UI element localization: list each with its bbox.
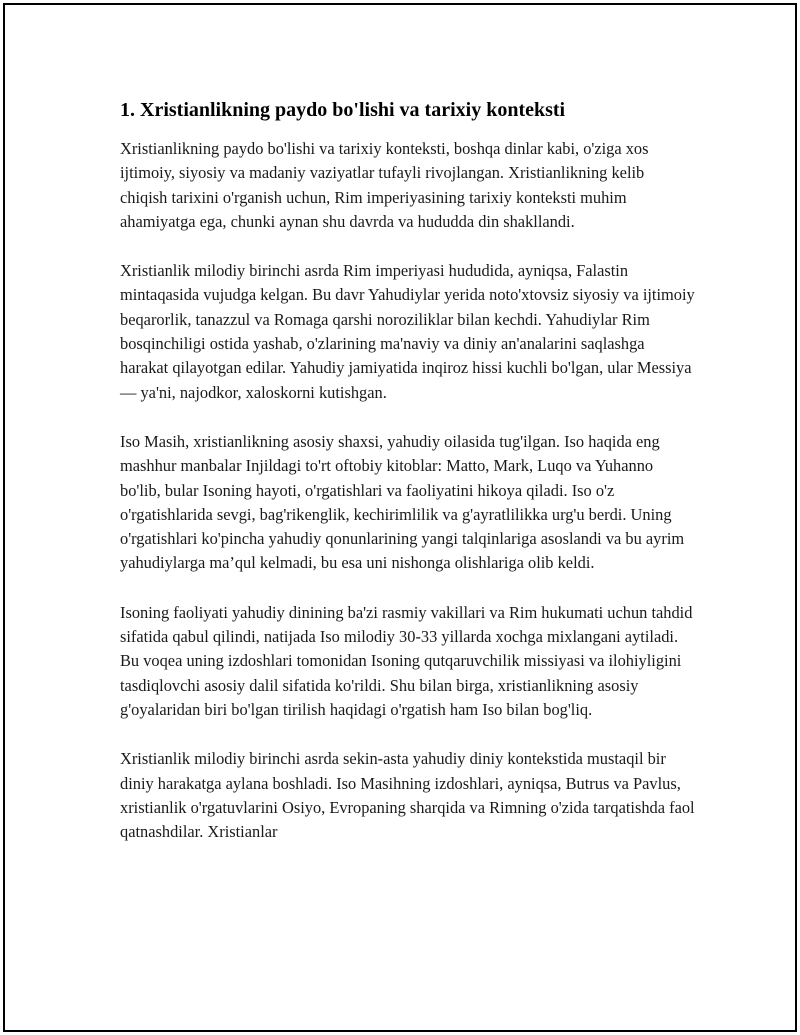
paragraph-4: Isoning faoliyati yahudiy dinining ba'zi rasmiy vakillari va Rim hukumati uchun tahdid sifatida qabul qilindi, natijada Iso milodiy 30-33 yillarda xochga mixlangani aytiladi. Bu voqea uning izdoshlari tomonidan Isoning qutqaruvchilik missiyasi va ilohiyligini tasdiqlovchi asosiy dalil sifatida ko'rildi. Shu bilan birga, xristianlikning asosiy g'oyalaridan biri bo'lgan tirilish haqidagi o'rgatish ham Iso bilan bog'liq. xyxy=(120,602,693,719)
paragraph-5: Xristianlik milodiy birinchi asrda sekin-asta yahudiy diniy kontekstida mustaqil bir diniy harakatga aylana boshladi. Iso Masihning izdoshlari, ayniqsa, Butrus va Pavlus, xristianlik o'rgatuvlarini Osiyo, Evropaning sharqida va Rimning o'zida tarqatishda faol qatnashdilar. Xristianlar xyxy=(120,749,695,842)
paragraph-2: Xristianlik milodiy birinchi asrda Rim imperiyasi hududida, ayniqsa, Falastin mintaqasida vujudga kelgan. Bu davr Yahudiylar yerida noto'xtovsiz siyosiy va ijtimoiy beqarorlik, tanazzul va Romaga qarshi noroziliklar bilan kechdi. Yahudiylar Rim bosqinchiligi ostida yashab, o'zlarining ma'naviy va diniy an'analarini saqlashga harakat qilayotgan edilar. Yahudiy jamiyatida inqiroz hissi kuchli bo'lgan, ular Messiya — ya'ni, najodkor, xaloskorni kutishgan. xyxy=(120,261,695,402)
paragraph-1: Xristianlikning paydo bo'lishi va tarixiy konteksti, boshqa dinlar kabi, o'ziga xos ijtimoiy, siyosiy va madaniy vaziyatlar tufayli rivojlangan. Xristianlikning kelib chiqish tarixini o'rganish uchun, Rim imperiyasining tarixiy konteksti muhim ahamiyatga ega, chunki aynan shu davrda va hududda din shakllandi. xyxy=(120,139,649,231)
section-heading: 1. Xristianlikning paydo bo'lishi va tarixiy konteksti xyxy=(120,99,566,121)
document-page xyxy=(3,3,797,1032)
paragraph-3: Iso Masih, xristianlikning asosiy shaxsi, yahudiy oilasida tug'ilgan. Iso haqida eng mashhur manbalar Injildagi to'rt oftobiy kitoblar: Matto, Mark, Luqo va Yuhanno bo'lib, bular Isoning hayoti, o'rgatishlari va faoliyatini hikoya qiladi. Iso o'z o'rgatishlarida sevgi, bag'rikenglik, kechirimlilik va g'ayratlilikka urg'u berdi. Uning o'rgatishlari ko'pincha yahudiy qonunlarining yangi talqinlariga asoslandi va bu ayrim yahudiylarga ma’qul kelmadi, bu esa uni nishonga olishlariga olib keldi. xyxy=(120,431,685,573)
document-body xyxy=(120,97,695,869)
